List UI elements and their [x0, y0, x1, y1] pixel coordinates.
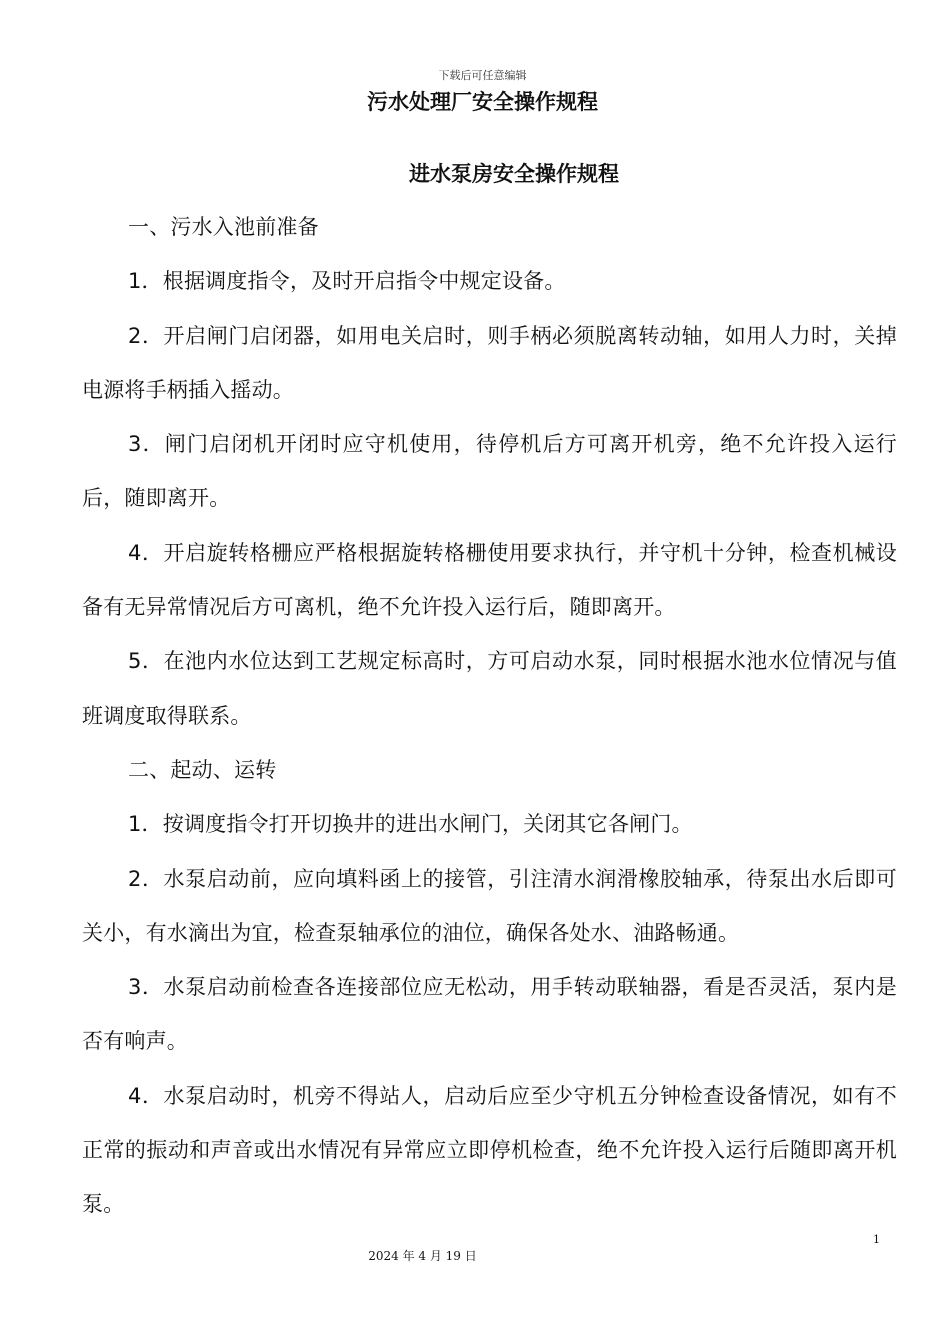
paragraph-item: 4．开启旋转格栅应严格根据旋转格栅使用要求执行，并守机十分钟，检查机械设备有无异常情况后方可离机，绝不允许投入运行后，随即离开。: [82, 540, 897, 620]
paragraph-item: 3．水泵启动前检查各连接部位应无松动，用手转动联轴器，看是否灵活，泵内是否有响声。: [82, 975, 897, 1054]
paragraph-item: 4．水泵启动时，机旁不得站人，启动后应至少守机五分钟检查设备情况，如有不正常的振动和声音或出水情况有异常应立即停机检查，绝不允许投入运行后随即离开机泵。: [82, 1083, 897, 1217]
paragraph-item: 2．开启闸门启闭器，如用电关启时，则手柄必须脱离转动轴，如用人力时，关掉电源将手柄插入摇动。: [82, 323, 897, 402]
document-title: 污水处理厂安全操作规程: [367, 90, 598, 114]
paragraph-item: 2．水泵启动前，应向填料函上的接管，引注清水润滑橡胶轴承，待泵出水后即可关小，有水滴出为宜，检查泵轴承位的油位，确保各处水、油路畅通。: [82, 866, 897, 945]
section-heading-preparation: 一、污水入池前准备: [128, 215, 319, 239]
paragraph-item: 1．根据调度指令，及时开启指令中规定设备。: [128, 269, 566, 294]
paragraph-item: 1．按调度指令打开切换井的进出水闸门，关闭其它各闸门。: [128, 812, 693, 837]
document-body: [82, 200, 897, 1232]
paragraph-item: 3．闸门启闭机开闭时应守机使用，待停机后方可离开机旁，绝不允许投入运行后，随即离开。: [82, 432, 897, 511]
section-title: 进水泵房安全操作规程: [409, 162, 619, 186]
paragraph-item: 5．在池内水位达到工艺规定标高时，方可启动水泵，同时根据水池水位情况与值班调度取得联系。: [82, 649, 897, 728]
page-number: 1: [873, 1233, 880, 1246]
section-heading-startup: 二、起动、运转: [128, 757, 277, 782]
footer-date: 2024 年 4 月 19 日: [368, 1249, 477, 1263]
header-note: 下载后可任意编辑: [438, 69, 527, 82]
